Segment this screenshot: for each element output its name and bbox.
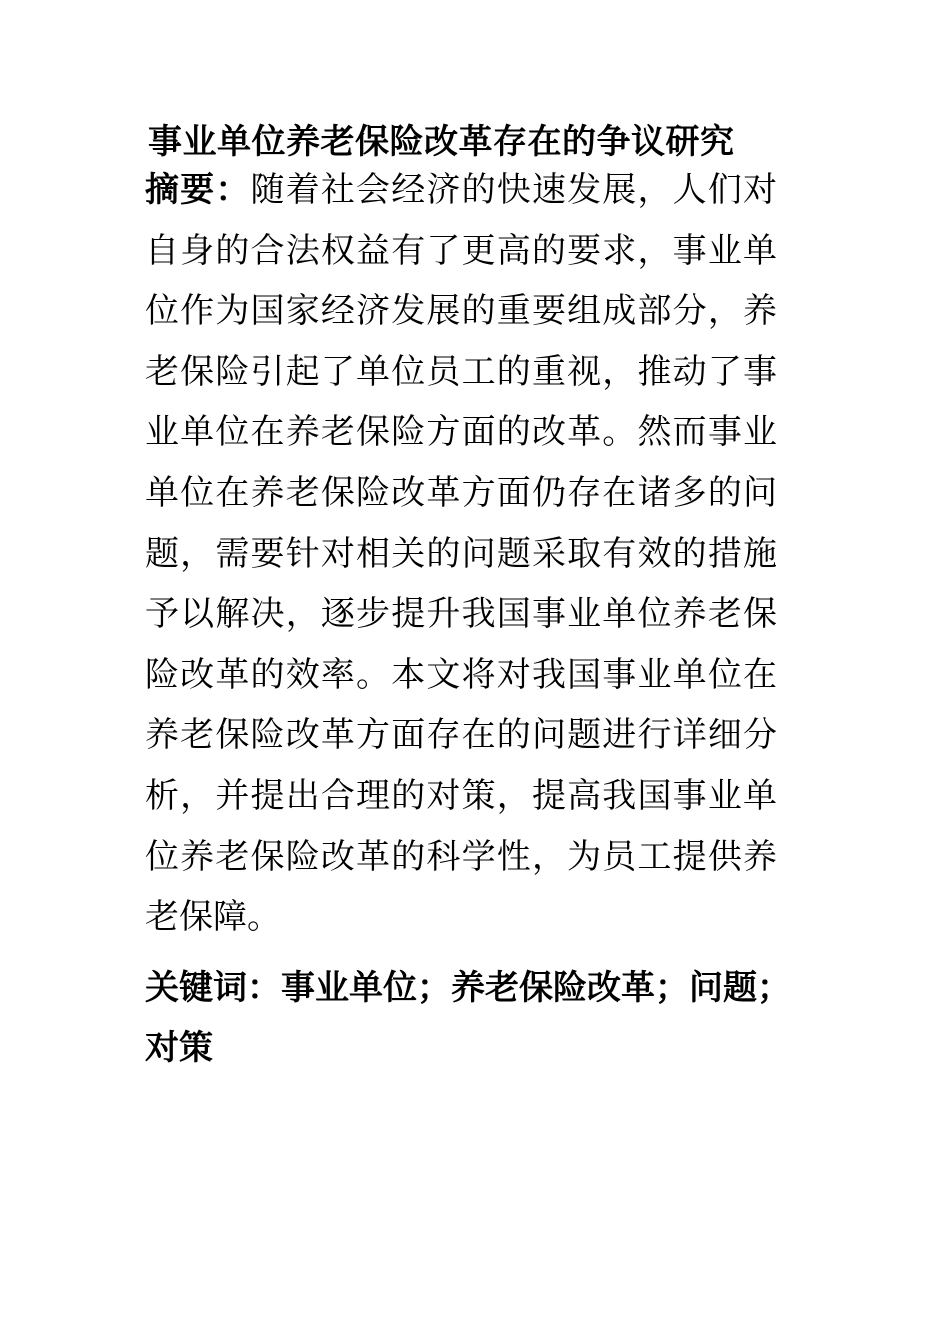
keywords-text: 事业单位；养老保险改革；问题；对策 (145, 968, 791, 1068)
abstract-label: 摘要： (145, 170, 251, 210)
abstract-paragraph (145, 160, 777, 948)
keywords-paragraph (145, 958, 805, 1078)
abstract-text: 随着社会经济的快速发展，人们对自身的合法权益有了更高的要求，事业单位作为国家经济发展的重要组成部分，养老保险引起了单位员工的重视，推动了事业单位在养老保险方面的改革。然而事业单位在养老保险改革方面仍存在诸多的问题，需要针对相关的问题采取有效的措施予以解决，逐步提升我国事业单位养老保险改革的效率。本文将对我国事业单位在养老保险改革方面存在的问题进行详细分析，并提出合理的对策，提高我国事业单位养老保险改革的科学性，为员工提供养老保障。 (145, 170, 778, 938)
keywords-label: 关键词： (145, 968, 281, 1008)
document-title: 事业单位养老保险改革存在的争议研究 (148, 122, 735, 162)
